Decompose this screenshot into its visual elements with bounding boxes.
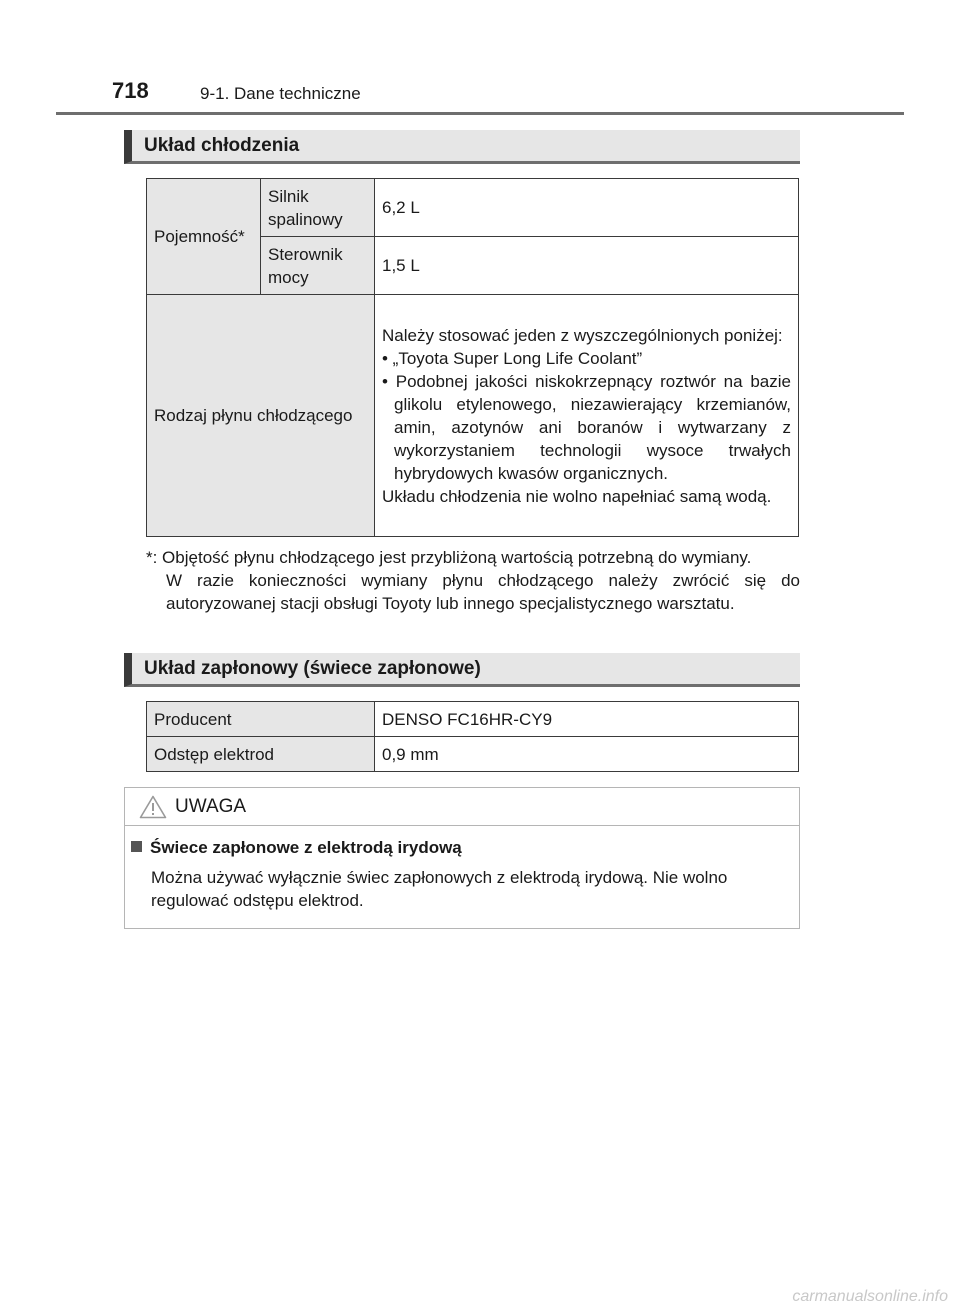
warning-item-heading	[131, 838, 462, 858]
electrode-gap-value: 0,9 mm	[375, 737, 799, 772]
warning-header	[125, 788, 799, 826]
watermark: carmanualsonline.info	[792, 1288, 948, 1305]
engine-value: 6,2 L	[375, 179, 799, 237]
footnote-line-2: W razie konieczności wymiany płynu chłodzącego należy zwrócić się do autoryzowanej stacji obsługi Toyoty lub innego specjalistycznego warsztatu.	[166, 571, 800, 613]
coolant-outro: Układu chłodzenia nie wolno napełniać samą wodą.	[382, 486, 772, 506]
coolant-option-1: • „Toyota Super Long Life Coolant”	[382, 348, 643, 368]
ignition-table	[146, 701, 799, 772]
capacity-label: Pojemność*	[147, 179, 261, 295]
coolant-option-2: • Podobnej jakości niskokrzepnący roztwór na bazie glikolu etylenowego, niezawierający krzemianów, amin, azotynów ani boranów i wytwarzany z wykorzystaniem technologii wysoce trwałych hybrydowych kwasów organicznych.	[382, 371, 791, 483]
warning-item-title: Świece zapłonowe z elektrodą irydową	[150, 838, 462, 857]
cooling-section-heading	[124, 130, 800, 164]
footnote-line-1: *: Objętość płynu chłodzącego jest przybliżoną wartością potrzebną do wymiany.	[146, 548, 752, 567]
square-bullet-icon	[131, 841, 142, 852]
capacity-footnote	[146, 546, 800, 615]
table-row	[147, 295, 799, 537]
page-number: 718	[112, 78, 149, 103]
coolant-type-label	[147, 295, 375, 537]
electrode-gap-label: Odstęp elektrod	[147, 737, 375, 772]
cooling-table	[146, 178, 799, 537]
coolant-intro: Należy stosować jeden z wyszczególnionych poniżej:	[382, 325, 783, 345]
table-row	[147, 179, 799, 237]
cooling-section-title: Układ chłodzenia	[144, 135, 300, 156]
warning-item-text: Można używać wyłącznie świec zapłonowych z elektrodą irydową. Nie wolno regulować odstępu elektrod.	[151, 868, 728, 910]
controller-label: Sterownik mocy	[261, 237, 375, 295]
warning-title: UWAGA	[175, 796, 247, 817]
engine-label: Silnik spalinowy	[261, 179, 375, 237]
section-title: 9-1. Dane techniczne	[200, 84, 361, 103]
coolant-type-description	[375, 295, 799, 537]
ignition-section-title: Układ zapłonowy (świece zapłonowe)	[144, 658, 481, 679]
ignition-section-heading	[124, 653, 800, 687]
controller-value: 1,5 L	[375, 237, 799, 295]
table-row	[147, 737, 799, 772]
manufacturer-label: Producent	[147, 702, 375, 737]
warning-triangle-icon	[139, 795, 167, 819]
warning-box	[124, 787, 800, 929]
table-row	[147, 702, 799, 737]
header-divider	[56, 112, 904, 115]
manufacturer-value: DENSO FC16HR-CY9	[375, 702, 799, 737]
coolant-type-label-text: Rodzaj płynu chłodzącego	[154, 406, 353, 425]
